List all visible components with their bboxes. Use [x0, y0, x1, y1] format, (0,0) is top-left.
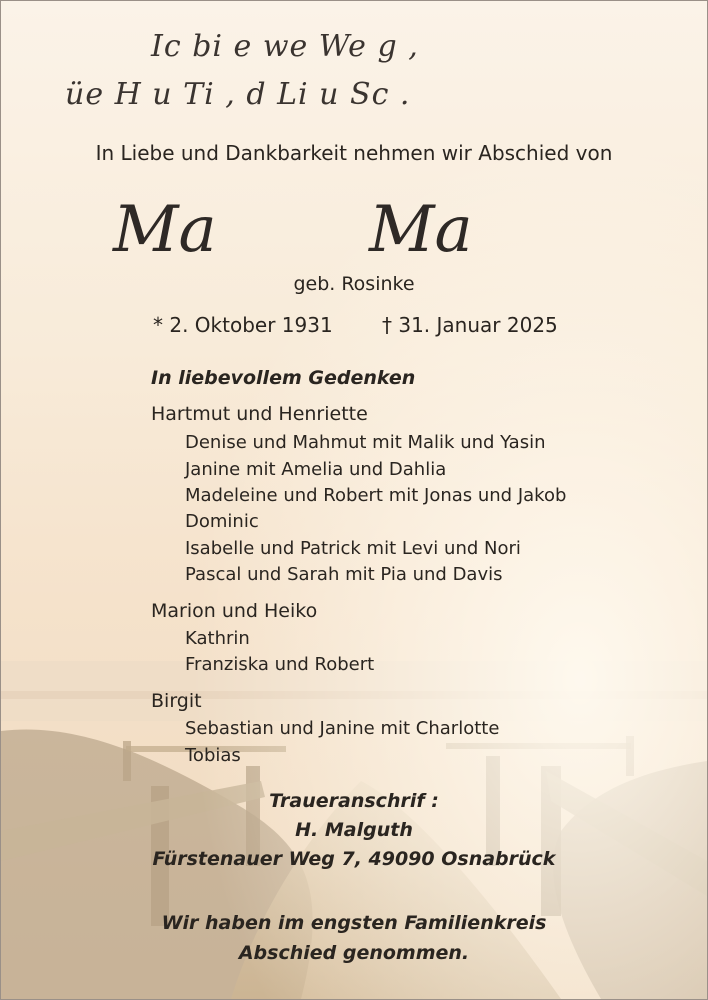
- memorial-heading: In liebevollem Gedenken: [151, 367, 416, 389]
- family-member: Sebastian und Janine mit Charlotte: [185, 718, 500, 739]
- family-member: Tobias: [185, 745, 241, 766]
- family-member: Isabelle und Patrick mit Levi und Nori: [185, 538, 521, 559]
- address-heading: Traueranschrif :: [269, 790, 439, 812]
- address-name: H. Malguth: [295, 819, 413, 841]
- death-date: † 31. Januar 2025: [382, 313, 558, 337]
- birth-date: * 2. Oktober 1931: [153, 313, 333, 337]
- family-member: Madeleine und Robert mit Jonas und Jakob: [185, 485, 567, 506]
- verse-line-2: üe H u Ti , d Li u Sc .: [65, 77, 411, 112]
- family-member: Pascal und Sarah mit Pia und Davis: [185, 564, 503, 585]
- verse-line-1: Ic bi e we We g ,: [151, 29, 419, 64]
- deceased-last-name: Ma: [369, 193, 473, 267]
- family-member: Kathrin: [185, 628, 250, 649]
- closing-line-1: Wir haben im engsten Familienkreis: [161, 912, 547, 934]
- family-member: Dominic: [185, 511, 259, 532]
- family-name: Hartmut und Henriette: [151, 403, 368, 425]
- family-member: Denise und Mahmut mit Malik und Yasin: [185, 432, 546, 453]
- closing-line-2: Abschied genommen.: [238, 942, 470, 964]
- intro-text: In Liebe und Dankbarkeit nehmen wir Abschied von: [95, 141, 613, 165]
- birth-name: geb. Rosinke: [293, 273, 415, 295]
- family-member: Franziska und Robert: [185, 654, 375, 675]
- address-street: Fürstenauer Weg 7, 49090 Osnabrück: [152, 848, 556, 870]
- family-member: Janine mit Amelia und Dahlia: [185, 459, 447, 480]
- family-name: Marion und Heiko: [151, 600, 318, 622]
- family-name: Birgit: [151, 690, 202, 712]
- deceased-first-name: Ma: [113, 193, 217, 267]
